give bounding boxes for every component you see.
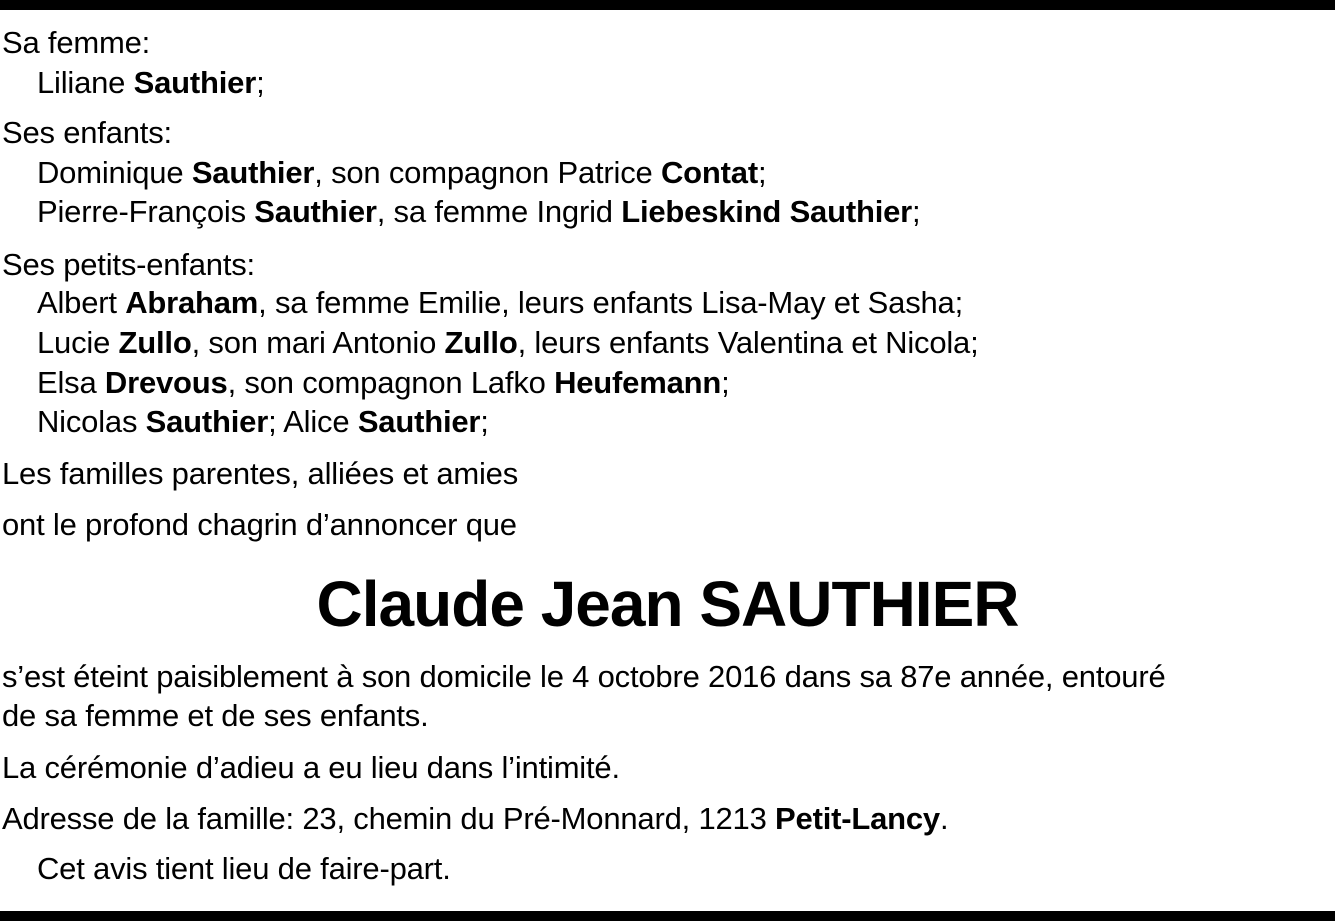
surname-text: Drevous — [104, 365, 228, 400]
text-segment: ; — [757, 155, 767, 190]
spouse-heading: Sa femme: — [2, 25, 151, 60]
grandchild-line — [37, 365, 730, 401]
grandchildren-heading: Ses petits-enfants: — [2, 247, 255, 282]
surname-text: Heufemann — [554, 365, 722, 400]
address-line — [2, 801, 948, 837]
text-segment: Dominique — [37, 155, 192, 190]
text-segment: ; — [256, 65, 265, 100]
text-segment: , sa femme Emilie, leurs enfants Lisa-May et Sasha; — [258, 285, 963, 320]
text-segment: Pierre-François — [37, 194, 255, 229]
child-line — [37, 194, 920, 230]
text-segment: ; Alice — [268, 404, 358, 439]
surname-text: Sauthier — [145, 404, 269, 439]
surname-text: Liebeskind Sauthier — [621, 194, 913, 229]
surname-text: Abraham — [125, 285, 259, 320]
surname-text: Sauthier — [191, 155, 315, 190]
surname-text: Sauthier — [133, 65, 257, 100]
text-segment: . — [939, 801, 949, 836]
text-segment: , leurs enfants Valentina et Nicola; — [517, 325, 979, 360]
grandchild-line — [37, 285, 963, 321]
text-segment: Albert — [37, 285, 126, 320]
text-segment: ; — [721, 365, 730, 400]
text-segment: , son compagnon Lafko — [227, 365, 555, 400]
surname-text: Zullo — [444, 325, 518, 360]
text-segment: Lucie — [37, 325, 119, 360]
death-line-1: s’est éteint paisiblement à son domicile le 4 octobre 2016 dans sa 87e année, entouré — [2, 659, 1166, 694]
text-segment: Adresse de la famille: 23, chemin du Pré-Monnard, 1213 — [2, 801, 776, 836]
grandchild-line — [37, 325, 979, 361]
text-segment: ; — [912, 194, 921, 229]
children-heading: Ses enfants: — [2, 115, 172, 150]
surname-text: Petit-Lancy — [775, 801, 940, 836]
bottom-rule — [0, 911, 1335, 921]
deceased-name: Claude Jean SAUTHIER — [316, 568, 1019, 640]
spouse-line — [37, 65, 265, 101]
text-segment: Elsa — [37, 365, 105, 400]
surname-text: Zullo — [118, 325, 192, 360]
text-segment: Liliane — [37, 65, 134, 100]
closing-line: Cet avis tient lieu de faire-part. — [37, 851, 451, 886]
announce-line: ont le profond chagrin d’annoncer que — [2, 507, 517, 542]
surname-text: Sauthier — [254, 194, 377, 229]
text-segment: ; — [480, 404, 489, 439]
text-segment: Nicolas — [37, 404, 146, 439]
grandchild-line — [37, 404, 489, 440]
child-line — [37, 155, 766, 191]
text-segment: , sa femme Ingrid — [376, 194, 622, 229]
surname-text: Contat — [661, 155, 758, 190]
text-segment: , son mari Antonio — [191, 325, 445, 360]
surname-text: Sauthier — [357, 404, 481, 439]
ceremony-line: La cérémonie d’adieu a eu lieu dans l’intimité. — [2, 750, 620, 785]
families-line: Les familles parentes, alliées et amies — [2, 456, 519, 491]
text-segment: , son compagnon Patrice — [314, 155, 661, 190]
death-line-2: de sa femme et de ses enfants. — [2, 698, 429, 733]
